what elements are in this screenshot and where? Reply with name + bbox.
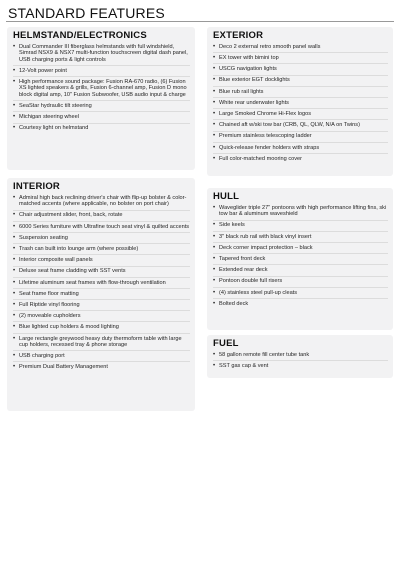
feature-item: • (4) stainless steel pull-up cleats xyxy=(213,288,388,299)
feature-item: • 6000 Series furniture with Ultrafine touch seat vinyl & quilted accents xyxy=(13,222,190,233)
feature-item: • Premium Dual Battery Management xyxy=(13,362,190,372)
section-heading: INTERIOR xyxy=(13,181,60,192)
feature-item: • Trash can built into lounge arm (where possible) xyxy=(13,244,190,255)
interior-panel xyxy=(7,178,195,411)
feature-item: • USB charging port xyxy=(13,351,190,362)
feature-item: • Suspension seating xyxy=(13,233,190,244)
feature-item: • USCG navigation lights xyxy=(213,64,388,75)
feature-list xyxy=(213,203,388,309)
page-title: STANDARD FEATURES xyxy=(8,5,165,21)
section-heading: FUEL xyxy=(213,338,239,349)
feature-item: • 58 gallon remote fill center tube tank xyxy=(213,350,388,361)
feature-item: • Deluxe seat frame cladding with SST vents xyxy=(13,267,190,278)
feature-item: • Chained aft w/ski tow bar (CRB, QL, QLW, N/A on Twins) xyxy=(213,120,388,131)
section-heading: EXTERIOR xyxy=(213,30,264,41)
feature-item: • 12-Volt power point xyxy=(13,66,190,77)
feature-item: • Blue exterior EGT docklights xyxy=(213,76,388,87)
feature-item: • Admiral high back reclining driver's chair with flip-up bolster & color-matched accents (where applicable, no bolster on port chair) xyxy=(13,193,190,211)
helmstand-electronics-panel xyxy=(7,27,195,170)
feature-item: • Deck corner impact protection – black xyxy=(213,243,388,254)
feature-item: • Pontoon double full risers xyxy=(213,277,388,288)
feature-item: • Quick-release fender holders with straps xyxy=(213,143,388,154)
feature-item: • EX tower with bimini top xyxy=(213,53,388,64)
feature-item: • Dual Commander III fiberglass helmstands with full windshield, Simrad NSX9 & NSX7 multi-function touchscreen digital dash panel, USB charging ports & light controls xyxy=(13,42,190,66)
feature-item: • Bolted deck xyxy=(213,299,388,309)
feature-item: • 3" black rub rail with black vinyl insert xyxy=(213,232,388,243)
section-heading: HULL xyxy=(213,191,240,202)
feature-item: • Lifetime aluminum seat frames with flow-through ventilation xyxy=(13,278,190,289)
feature-item: • Full Riptide vinyl flooring xyxy=(13,300,190,311)
feature-item: • Blue lighted cup holders & mood lighting xyxy=(13,322,190,333)
feature-item: • High performance sound package: Fusion RA-670 radio, (6) Fusion XS lighted speakers & grills, Fusion 6-channel amp, Fusion D mono block digital amp, 10" Fusion Subwoofer, USB audio input & charge xyxy=(13,77,190,101)
feature-item: • Premium stainless telescoping ladder xyxy=(213,132,388,143)
feature-list xyxy=(213,42,388,164)
feature-item: • SeaStar hydraulic tilt steering xyxy=(13,101,190,112)
feature-item: • Interior composite wall panels xyxy=(13,255,190,266)
feature-item: • (2) moveable cupholders xyxy=(13,311,190,322)
section-heading: HELMSTAND/ELECTRONICS xyxy=(13,30,147,41)
feature-list xyxy=(13,42,190,134)
feature-item: • Large rectangle greywood heavy duty thermoform table with large cup holders, recessed tray & phone storage xyxy=(13,334,190,352)
feature-item: • Chair adjustment slider, front, back, rotate xyxy=(13,211,190,222)
feature-item: • Seat frame floor matting xyxy=(13,289,190,300)
feature-item: • Side keels xyxy=(213,221,388,232)
feature-item: • Deco 2 external retro smooth panel walls xyxy=(213,42,388,53)
fuel-panel xyxy=(207,335,393,378)
feature-list xyxy=(13,193,190,373)
feature-item: • Extended rear deck xyxy=(213,265,388,276)
title-divider xyxy=(6,21,394,22)
feature-list xyxy=(213,350,388,371)
feature-item: • Large Smoked Chrome Hi-Flex logos xyxy=(213,109,388,120)
feature-item: • Full color-matched mooring cover xyxy=(213,154,388,164)
hull-panel xyxy=(207,188,393,330)
feature-item: • Waveglider triple 27" pontoons with high performance lifting fins, ski tow bar & aluminum waveshield xyxy=(213,203,388,221)
feature-item: • White rear underwater lights xyxy=(213,98,388,109)
feature-item: • Blue rub rail lights xyxy=(213,87,388,98)
exterior-panel xyxy=(207,27,393,176)
feature-item: • Michigan steering wheel xyxy=(13,112,190,123)
feature-item: • SST gas cap & vent xyxy=(213,361,388,371)
feature-item: • Tapered front deck xyxy=(213,254,388,265)
feature-item: • Courtesy light on helmstand xyxy=(13,124,190,134)
